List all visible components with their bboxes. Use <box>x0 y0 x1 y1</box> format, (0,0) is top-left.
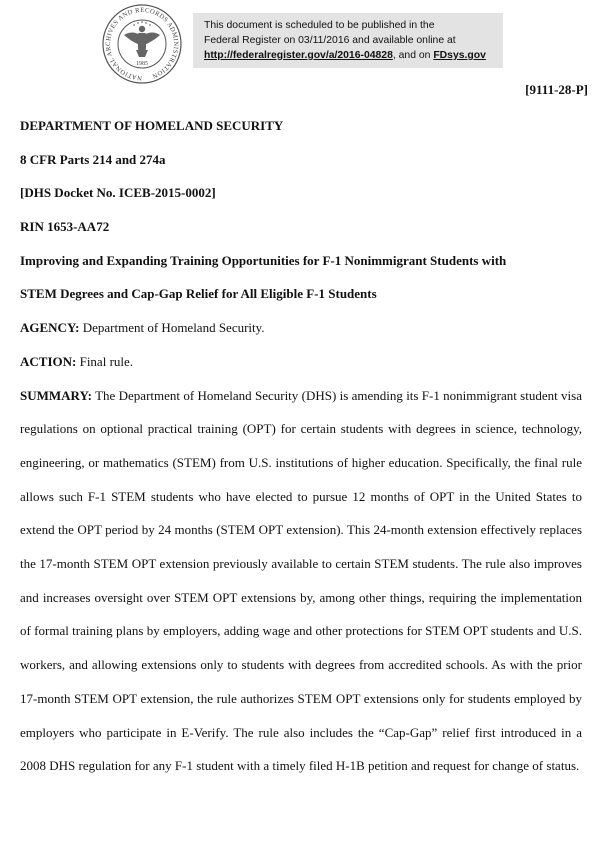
document-number: [9111-28-P] <box>525 82 588 97</box>
summary-label: SUMMARY: <box>20 387 93 403</box>
publication-banner <box>193 13 503 68</box>
document-body <box>20 109 590 783</box>
docket-number: [DHS Docket No. ICEB-2015-0002] <box>20 185 216 201</box>
rin-number: RIN 1653-AA72 <box>20 219 110 235</box>
agency-label: AGENCY: <box>20 320 80 336</box>
seal-ring-text: NATIONAL ARCHIVES AND RECORDS ADMINISTRATION <box>105 6 180 82</box>
rule-title-line-1: Improving and Expanding Training Opportunities for F-1 Nonimmigrant Students with <box>20 252 507 268</box>
federal-register-link[interactable]: http://federalregister.gov/a/2016-04828 <box>204 50 393 61</box>
action-value: Final rule. <box>76 353 134 369</box>
action-label: ACTION: <box>20 353 77 369</box>
banner-and-on: , and on <box>392 50 434 61</box>
seal-year: 1985 <box>136 61 148 67</box>
cfr-parts: 8 CFR Parts 214 and 274a <box>20 151 166 167</box>
agency-value: Department of Homeland Security. <box>79 320 265 336</box>
action-line <box>20 345 590 379</box>
nara-seal <box>94 2 190 86</box>
summary-text: The Department of Homeland Security (DHS) is amending its F-1 nonimmigrant student visa regulations on optional practical training (OPT) for certain students with degrees in science, technology, engineering, or mathematics (STEM) from U.S. institutions of higher education. Specifically, the final rule allows such F-1 STEM students who have elected to pursue 12 months of OPT in the United States to extend the OPT period by 24 months (STEM OPT extension). This 24-month extension effectively replaces the 17-month STEM OPT extension previously available to certain STEM students. The rule also improves and increases oversight over STEM OPT extensions by, among other things, requiring the implementation of formal training plans by employers, adding wage and other protections for STEM OPT students and U.S. workers, and allowing extensions only to students with degrees from accredited schools. As with the prior 17-month STEM OPT extension, the rule authorizes STEM OPT extensions only for students employed by employers who participate in E-Verify. The rule also includes the “Cap-Gap” relief first introduced in a 2008 DHS regulation for any F-1 student with a timely filed H-1B petition and request for change of status. <box>20 387 582 774</box>
banner-line-3 <box>204 48 503 63</box>
fdsys-link[interactable]: FDsys.gov <box>433 50 486 61</box>
agency-heading: DEPARTMENT OF HOMELAND SECURITY <box>20 118 284 133</box>
eagle-icon <box>124 26 160 57</box>
banner-line-1: This document is scheduled to be published in the <box>204 20 435 31</box>
summary-paragraph <box>20 379 582 783</box>
agency-line <box>20 311 590 345</box>
banner-line-2: Federal Register on 03/11/2016 and available online at <box>204 35 456 46</box>
rule-title-line-2: STEM Degrees and Cap-Gap Relief for All Eligible F-1 Students <box>20 286 377 302</box>
